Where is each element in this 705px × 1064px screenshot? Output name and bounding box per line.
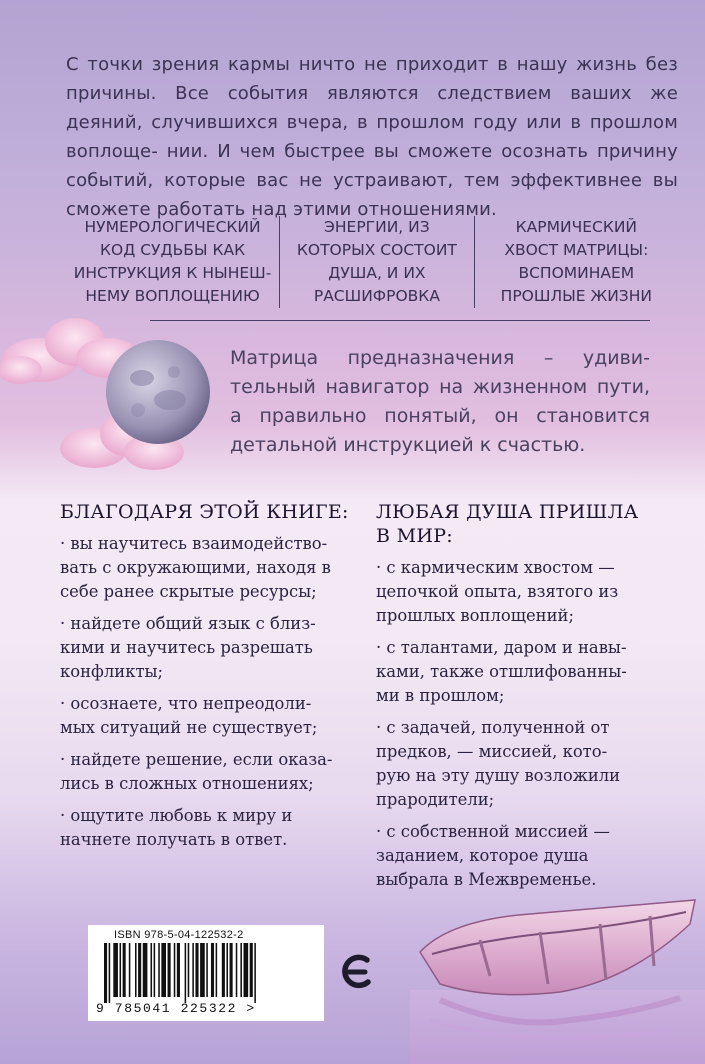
benefits-column (60, 500, 360, 860)
isbn-barcode (88, 925, 324, 1021)
topic-energies: ЭНЕРГИИ, ИЗ КОТОРЫХ СОСТОИТ ДУША, И ИХ РАСШИФРОВКА (280, 216, 475, 308)
soul-title: ЛЮБАЯ ДУША ПРИШЛА В МИР: (376, 501, 639, 547)
list-item: · осознаете, что непреодоли- мых ситуаций не существует; (60, 694, 318, 737)
barcode-bar (158, 943, 160, 997)
list-item: · вы научитесь взаимодейство- вать с окружающими, находя в себе ранее скрытые ресурсы; (60, 534, 331, 601)
barcode-bar (161, 943, 166, 997)
list-item: · с кармическим хвостом — цепочкой опыта, взятого из прошлых воплощений; (376, 558, 619, 625)
intro-line: которые вас не устраивают, тем эффективнее вы сможете (66, 170, 679, 220)
intro-line: нии. И чем быстрее вы сможете осознать причину событий, (66, 141, 678, 191)
barcode-bar (195, 943, 198, 997)
barcode-bar (113, 943, 118, 997)
soul-column (376, 500, 646, 900)
barcode-bar (185, 943, 187, 1003)
barcode-bar (222, 943, 225, 997)
list-item: · найдете решение, если оказа- лись в сложных отношениях; (60, 750, 333, 793)
barcode-bar (216, 943, 218, 997)
topics-row (66, 216, 678, 308)
barcode-bar (236, 943, 238, 997)
barcode-bar (240, 943, 242, 997)
barcode-bar (192, 943, 194, 997)
intro-line: работать над этими отношениями. (156, 199, 497, 220)
topic-karmic-tail: КАРМИЧЕСКИЙ ХВОСТ МАТРИЦЫ: ВСПОМИНАЕМ ПРОШЛЫЕ ЖИЗНИ (500, 218, 652, 305)
topic-numerology: НУМЕРОЛОГИЧЕСКИЙ КОД СУДЬБЫ КАК ИНСТРУКЦИЯ К НЫНЕШ- НЕМУ ВОПЛОЩЕНИЮ (66, 216, 280, 308)
barcode-bar (174, 943, 176, 997)
barcode-bar (250, 943, 253, 997)
boat-illustration (410, 880, 705, 1064)
intro-paragraph (66, 50, 678, 224)
isbn-number: ISBN 978-5-04-122532-2 (114, 929, 244, 941)
barcode-bar (135, 943, 137, 997)
list-item: · с задачей, полученной от предков, — миссией, кото- рую на эту душу возложили прародители; (376, 718, 621, 809)
barcode-bar (226, 943, 228, 997)
barcode-bar (200, 943, 205, 997)
barcode-bar (206, 943, 208, 997)
divider-line (150, 320, 650, 321)
barcode-bar (104, 943, 107, 1003)
barcode-bar (254, 943, 256, 1003)
intro-line: случившихся вчера, в прошлом году или в прошлом воплоще- (66, 112, 678, 162)
barcode-bar (129, 943, 131, 997)
barcode-bar (177, 943, 180, 997)
list-item: · ощутите любовь к миру и начнете получать в ответ. (60, 806, 293, 849)
list-item: · найдете общий язык с близ- кими и научитесь разрешать конфликты; (60, 614, 316, 681)
barcode-bar (211, 943, 214, 997)
barcode-bar (120, 943, 122, 997)
barcode-bar (154, 943, 156, 997)
barcode-bar (109, 943, 111, 1003)
barcode-bars (102, 943, 310, 1003)
barcode-digits: 9 785041 225322 > (96, 1001, 256, 1016)
list-item: · с талантами, даром и навы- ками, также отшлифованны- ми в прошлом; (376, 638, 627, 705)
list-item: · с собственной миссией — заданием, которое душа выбрала в Межвременье. (376, 822, 610, 889)
barcode-bar (244, 943, 249, 997)
intro-line: С точки зрения кармы ничто не приходит в нашу жизнь без (66, 54, 678, 75)
eksmo-logo-icon (340, 950, 374, 994)
benefits-title: БЛАГОДАРЯ ЭТОЙ КНИГЕ: (60, 501, 349, 523)
barcode-bar (188, 943, 190, 997)
barcode-bar (123, 943, 126, 997)
barcode-bar (168, 943, 171, 997)
intro-line: причины. Все события являются следствием ваших же деяний, (66, 83, 678, 133)
moon-illustration (104, 338, 212, 446)
barcode-bar (138, 943, 141, 997)
barcode-bar (151, 943, 153, 997)
barcode-bar (143, 943, 148, 997)
barcode-bar (230, 943, 233, 997)
quote-paragraph: Матрица предназначения – удиви- тельный навигатор на жизненном пути, а правильно понятый, он становится детальной инструкцией к счастью. (230, 347, 650, 456)
